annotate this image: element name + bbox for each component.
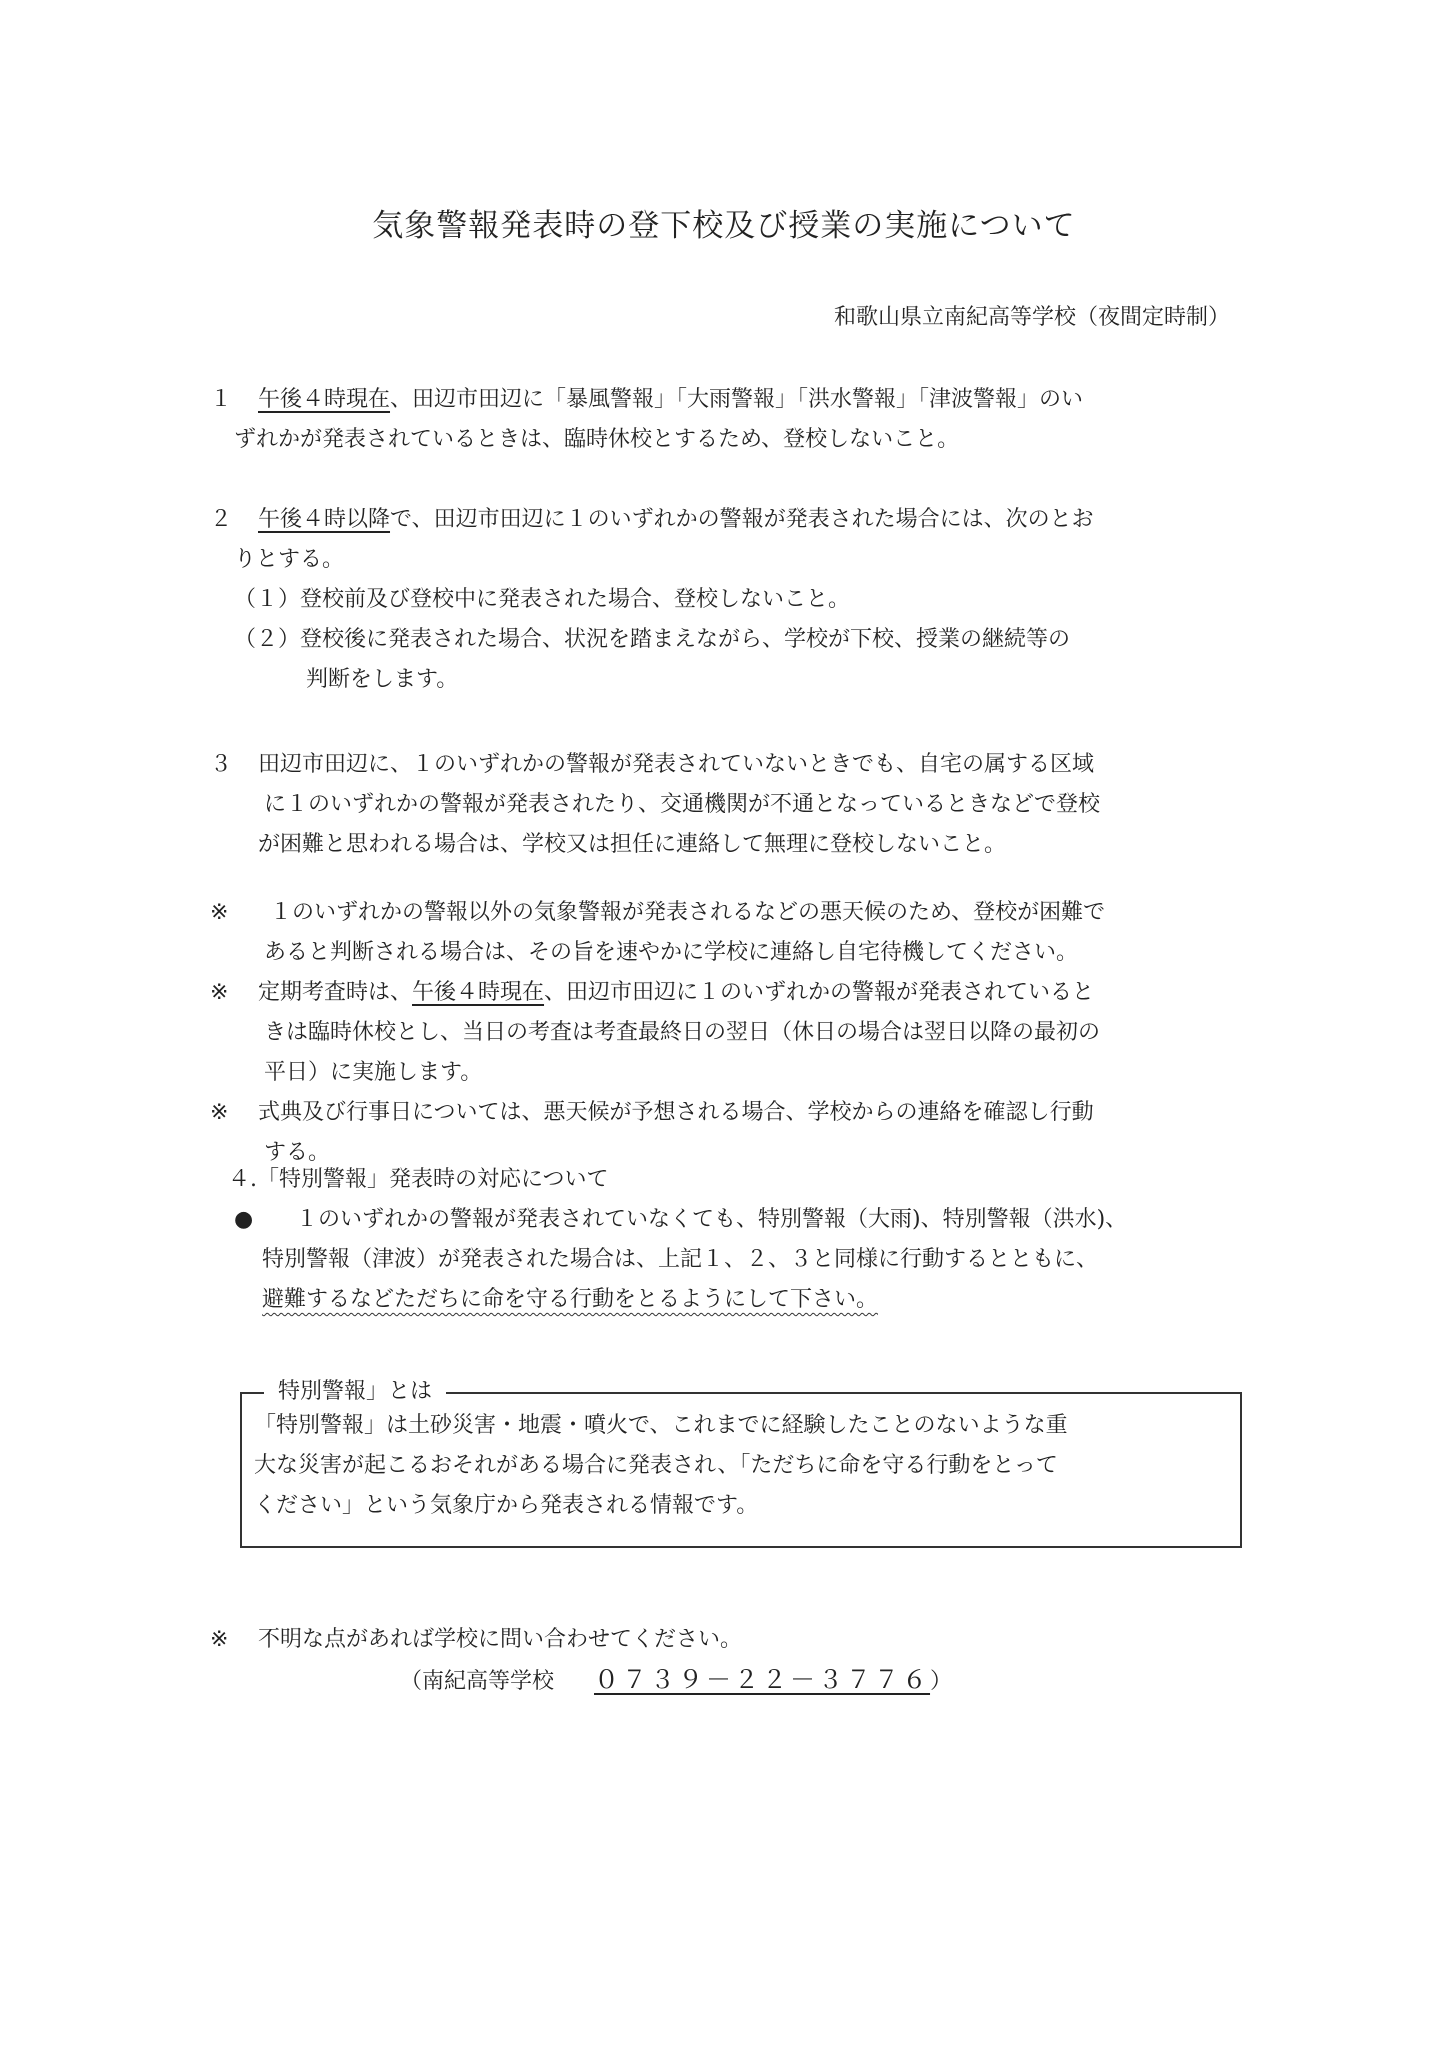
section-3-line-3: が困難と思われる場合は、学校又は担任に連絡して無理に登校しないこと。 — [258, 832, 1007, 857]
section-1-number: １ — [210, 387, 233, 412]
note-2-text-pre: 定期考査時は、 — [258, 980, 413, 1005]
section-2-line-1 — [210, 500, 1255, 540]
section-1-text: 、田辺市田辺に「暴風警報」「大雨警報」「洪水警報」「津波警報」のい — [390, 387, 1084, 412]
note-3-text: 式典及び行事日については、悪天候が予想される場合、学校からの連絡を確認し行動 — [258, 1100, 1094, 1125]
section-4-text: １のいずれかの警報が発表されていなくても、特別警報（大雨)、特別警報（洪水)、 — [296, 1207, 1128, 1232]
section-2-underlined-time: 午後４時以降 — [258, 507, 391, 532]
section-4-line-2: 特別警報（津波）が発表された場合は、上記１、２、３と同様に行動するとともに、 — [262, 1247, 1099, 1272]
section-4-line-1 — [210, 1200, 1255, 1240]
section-1 — [210, 380, 1255, 460]
section-2-text: で、田辺市田辺に１のいずれかの警報が発表された場合には、次のとお — [390, 507, 1094, 532]
note-2-line-3: 平日）に実施します。 — [264, 1060, 483, 1085]
special-warning-line-2: 大な災害が起こるおそれがある場合に発表され、「ただちに命を守る行動をとって — [254, 1453, 1058, 1478]
contact-phone: ０７３９－２２－３７７６ — [594, 1665, 931, 1694]
bullet-icon: ● — [234, 1207, 254, 1232]
notes — [210, 893, 1255, 1173]
special-warning-line-3: ください」という気象庁から発表される情報です。 — [254, 1493, 759, 1518]
contact — [210, 1620, 1255, 1702]
contact-line-1 — [210, 1620, 1255, 1660]
contact-line-2 — [210, 1660, 1255, 1702]
note-1-line-1 — [210, 893, 1255, 933]
section-3 — [210, 745, 1255, 865]
section-4 — [210, 1160, 1255, 1320]
school-name: 和歌山県立南紀高等学校（夜間定時制） — [833, 305, 1230, 330]
note-2-line-2: きは臨時休校とし、当日の考査は考査最終日の翌日（休日の場合は翌日以降の最初の — [264, 1020, 1101, 1045]
section-2-line-2: りとする。 — [234, 547, 345, 572]
section-4-heading: ４.「特別警報」発表時の対応について — [228, 1167, 609, 1192]
section-4-line-3 — [210, 1280, 1255, 1320]
note-1-line-2: あると判断される場合は、その旨を速やかに学校に連絡し自宅待機してください。 — [264, 940, 1079, 965]
section-3-number: ３ — [210, 752, 233, 777]
note-3-line-2: する。 — [264, 1140, 331, 1165]
contact-close: ） — [930, 1669, 953, 1694]
note-3-line-1 — [210, 1093, 1255, 1133]
note-mark: ※ — [210, 1100, 229, 1125]
note-mark: ※ — [210, 980, 229, 1005]
note-2-text-post: 、田辺市田辺に１のいずれかの警報が発表されていると — [544, 980, 1095, 1005]
section-3-text: 田辺市田辺に、１のいずれかの警報が発表されていないときでも、自宅の属する区域 — [258, 752, 1095, 777]
special-warning-box-legend: 特別警報」とは — [264, 1374, 446, 1410]
section-4-wavy-underlined: 避難するなどただちに命を守る行動をとるようにして下さい。 — [262, 1287, 879, 1312]
document-title: 気象警報発表時の登下校及び授業の実施について — [372, 208, 1076, 244]
note-2-underlined-time: 午後４時現在 — [412, 980, 545, 1005]
contact-text: 不明な点があれば学校に問い合わせてください。 — [258, 1627, 743, 1652]
section-3-line-1 — [210, 745, 1255, 785]
section-3-line-2: に１のいずれかの警報が発表されたり、交通機関が不通となっているときなどで登校 — [264, 792, 1101, 817]
section-1-underlined-time: 午後４時現在 — [258, 387, 391, 412]
special-warning-box-body — [254, 1406, 1230, 1526]
note-mark: ※ — [210, 1627, 229, 1652]
note-1-text: １のいずれかの警報以外の気象警報が発表されるなどの悪天候のため、登校が困難で — [270, 900, 1106, 925]
section-1-line-1 — [210, 380, 1255, 420]
contact-school: （南紀高等学校 — [400, 1669, 555, 1694]
section-1-line-2: ずれかが発表されているときは、臨時休校とするため、登校しないこと。 — [234, 427, 960, 452]
note-mark: ※ — [210, 900, 229, 925]
special-warning-box — [240, 1379, 1242, 1548]
special-warning-line-1: 「特別警報」は土砂災害・地震・噴火で、これまでに経験したことのないような重 — [254, 1413, 1068, 1438]
section-2-number: ２ — [210, 507, 233, 532]
note-2-line-1 — [210, 973, 1255, 1013]
section-2 — [210, 500, 1255, 700]
section-2-item-1: （１）登校前及び登校中に発表された場合、登校しないこと。 — [234, 587, 851, 612]
section-2-item-2-cont: 判断をします。 — [306, 667, 459, 692]
section-2-item-2: （２）登校後に発表された場合、状況を踏まえながら、学校が下校、授業の継続等の — [234, 627, 1071, 652]
